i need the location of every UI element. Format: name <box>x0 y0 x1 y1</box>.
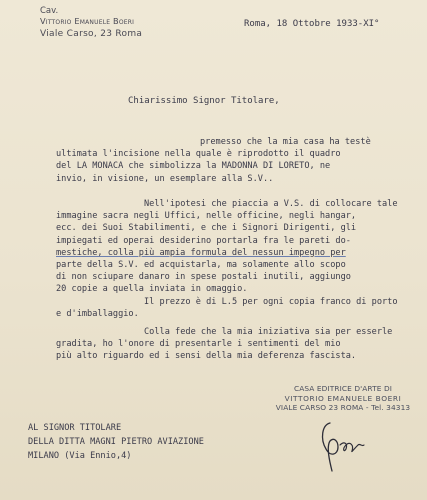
paragraph-line: e d'imballaggio. <box>56 309 139 320</box>
paragraph-1 <box>56 136 371 185</box>
paragraph-line: gradita, ho l'onore di presentarle i sentimenti del mio <box>56 339 341 350</box>
paragraph-2 <box>56 198 398 296</box>
paragraph-line: Colla fede che la mia iniziativa sia per esserle <box>144 327 393 337</box>
paragraph-line: di non sciupare danaro in spese postali inutili, aggiungo <box>56 272 351 283</box>
recipient-line: DELLA DITTA MAGNI PIETRO AVIAZIONE <box>28 437 204 447</box>
paragraph-line: 20 copie a quella inviata in omaggio. <box>56 284 248 295</box>
paragraph-line: premesso che la mia casa ha testè <box>200 137 371 147</box>
paragraph-line: del LA MONACA che simbolizza la MADONNA DI LORETO, ne <box>56 161 331 172</box>
paragraph-line: più alto riguardo ed i sensi della mia deferenza fascista. <box>56 351 357 362</box>
paragraph-line: invio, in visione, un esemplare alla S.V.. <box>56 173 274 184</box>
paragraph-line: immagine sacra negli Uffici, nelle officine, negli hangar, <box>56 211 357 222</box>
paragraph-line: mestiche, colla più ampia formula del nessun impegno per <box>56 247 346 258</box>
stamp-line: VIALE CARSO 23 ROMA - Tel. 34313 <box>275 403 411 412</box>
paragraph-line: parte della S.V. ed acquistarla, ma solamente allo scopo <box>56 259 346 270</box>
paragraph-line: ultimata l'incisione nella quale è riprodotto il quadro <box>56 149 341 160</box>
paragraph-line: Nell'ipotesi che piaccia a V.S. di collocare tale <box>144 199 398 209</box>
paragraph-4 <box>56 326 392 363</box>
letterhead-title: Cav. <box>40 6 59 16</box>
stamp-line: VITTORIO EMANUELE BOERI <box>284 393 402 403</box>
handwritten-signature <box>308 415 368 475</box>
recipient-line: MILANO (Via Ennio,4) <box>28 451 132 461</box>
recipient-line: AL SIGNOR TITOLARE <box>28 423 122 433</box>
paragraph-3 <box>56 296 398 320</box>
letterhead-address: Viale Carso, 23 Roma <box>40 29 143 39</box>
paragraph-line: ecc. dei Suoi Stabilimenti, e che i Signori Dirigenti, gli <box>56 223 357 234</box>
salutation: Chiarissimo Signor Titolare, <box>128 96 280 106</box>
publisher-stamp <box>268 384 418 413</box>
date-line: Roma, 18 Ottobre 1933-XI° <box>244 19 380 29</box>
letterhead-name: Vittorio Emanuele Boeri <box>40 16 135 26</box>
paragraph-line: impiegati ed operai desiderino portarla fra le pareti do- <box>56 235 351 246</box>
paragraph-line: Il prezzo è di L.5 per ogni copia franco di porto <box>144 297 398 307</box>
stamp-line: CASA EDITRICE D'ARTE DI <box>293 384 393 393</box>
